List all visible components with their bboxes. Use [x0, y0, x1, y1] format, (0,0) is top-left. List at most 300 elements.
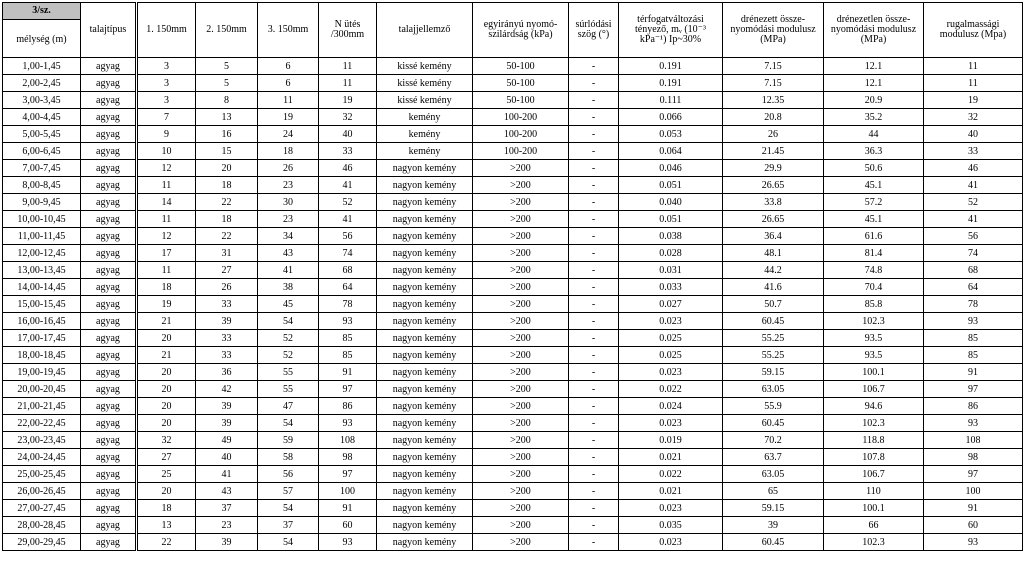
cell-blows-1: 18: [137, 500, 196, 517]
cell-characteristic: nagyon kemény: [377, 245, 473, 262]
cell-elastic-modulus: 56: [924, 228, 1023, 245]
cell-blows-3: 45: [258, 296, 319, 313]
cell-blows-3: 55: [258, 381, 319, 398]
cell-drained-modulus: 63.05: [723, 381, 824, 398]
cell-blows-2: 16: [196, 126, 258, 143]
cell-drained-modulus: 41.6: [723, 279, 824, 296]
cell-elastic-modulus: 19: [924, 92, 1023, 109]
cell-strength: >200: [473, 211, 569, 228]
cell-drained-modulus: 26.65: [723, 177, 824, 194]
cell-blows-2: 13: [196, 109, 258, 126]
table-row: [3, 245, 1023, 262]
cell-blows-1: 10: [137, 143, 196, 160]
cell-n-total: 97: [319, 381, 377, 398]
cell-blows-1: 20: [137, 381, 196, 398]
cell-characteristic: kissé kemény: [377, 92, 473, 109]
cell-friction: -: [569, 109, 619, 126]
cell-n-total: 68: [319, 262, 377, 279]
cell-blows-2: 18: [196, 211, 258, 228]
cell-n-total: 56: [319, 228, 377, 245]
cell-volume-change: 0.066: [619, 109, 723, 126]
cell-volume-change: 0.051: [619, 177, 723, 194]
cell-volume-change: 0.033: [619, 279, 723, 296]
cell-friction: -: [569, 432, 619, 449]
cell-volume-change: 0.023: [619, 415, 723, 432]
cell-blows-2: 22: [196, 194, 258, 211]
cell-strength: >200: [473, 398, 569, 415]
cell-blows-3: 43: [258, 245, 319, 262]
header-volume-change: térfogatváltozási tényező, mᵥ (10⁻³ kPa⁻¹) Ip~30%: [619, 3, 723, 58]
cell-soil-type: agyag: [81, 517, 137, 534]
cell-depth: 14,00-14,45: [3, 279, 81, 296]
cell-strength: 50-100: [473, 75, 569, 92]
cell-elastic-modulus: 74: [924, 245, 1023, 262]
cell-strength: 100-200: [473, 143, 569, 160]
cell-blows-2: 5: [196, 58, 258, 75]
cell-depth: 21,00-21,45: [3, 398, 81, 415]
table-row: [3, 143, 1023, 160]
cell-soil-type: agyag: [81, 211, 137, 228]
cell-blows-2: 33: [196, 347, 258, 364]
cell-n-total: 93: [319, 313, 377, 330]
cell-elastic-modulus: 93: [924, 313, 1023, 330]
cell-drained-modulus: 55.9: [723, 398, 824, 415]
cell-n-total: 93: [319, 415, 377, 432]
cell-soil-type: agyag: [81, 313, 137, 330]
cell-n-total: 60: [319, 517, 377, 534]
cell-depth: 23,00-23,45: [3, 432, 81, 449]
cell-blows-1: 12: [137, 160, 196, 177]
cell-depth: 10,00-10,45: [3, 211, 81, 228]
cell-volume-change: 0.064: [619, 143, 723, 160]
cell-strength: >200: [473, 364, 569, 381]
cell-blows-1: 20: [137, 483, 196, 500]
cell-strength: 100-200: [473, 126, 569, 143]
cell-characteristic: nagyon kemény: [377, 160, 473, 177]
cell-blows-3: 6: [258, 58, 319, 75]
header-elastic-modulus: rugalmassági modulusz (Mpa): [924, 3, 1023, 58]
cell-blows-2: 26: [196, 279, 258, 296]
header-drained-modulus: drénezett össze-nyomódási modulusz (MPa): [723, 3, 824, 58]
cell-strength: >200: [473, 279, 569, 296]
cell-blows-1: 3: [137, 75, 196, 92]
cell-undrained-modulus: 100.1: [824, 500, 924, 517]
cell-soil-type: agyag: [81, 262, 137, 279]
cell-soil-type: agyag: [81, 296, 137, 313]
cell-characteristic: nagyon kemény: [377, 211, 473, 228]
cell-undrained-modulus: 50.6: [824, 160, 924, 177]
table-row: [3, 313, 1023, 330]
cell-friction: -: [569, 398, 619, 415]
cell-friction: -: [569, 92, 619, 109]
cell-depth: 17,00-17,45: [3, 330, 81, 347]
cell-drained-modulus: 55.25: [723, 330, 824, 347]
cell-blows-2: 41: [196, 466, 258, 483]
cell-characteristic: kemény: [377, 126, 473, 143]
cell-blows-2: 22: [196, 228, 258, 245]
cell-drained-modulus: 63.05: [723, 466, 824, 483]
cell-elastic-modulus: 68: [924, 262, 1023, 279]
cell-blows-1: 21: [137, 313, 196, 330]
cell-characteristic: nagyon kemény: [377, 517, 473, 534]
cell-n-total: 91: [319, 500, 377, 517]
cell-friction: -: [569, 75, 619, 92]
cell-volume-change: 0.025: [619, 330, 723, 347]
cell-volume-change: 0.035: [619, 517, 723, 534]
cell-depth: 18,00-18,45: [3, 347, 81, 364]
cell-blows-2: 39: [196, 534, 258, 551]
cell-elastic-modulus: 97: [924, 381, 1023, 398]
cell-elastic-modulus: 41: [924, 211, 1023, 228]
cell-friction: -: [569, 466, 619, 483]
cell-friction: -: [569, 313, 619, 330]
cell-friction: -: [569, 160, 619, 177]
soil-data-table: [2, 2, 1023, 551]
cell-characteristic: kissé kemény: [377, 75, 473, 92]
cell-depth: 28,00-28,45: [3, 517, 81, 534]
header-row: [3, 3, 1023, 58]
cell-depth: 24,00-24,45: [3, 449, 81, 466]
cell-drained-modulus: 7.15: [723, 58, 824, 75]
cell-friction: -: [569, 381, 619, 398]
cell-volume-change: 0.191: [619, 75, 723, 92]
cell-depth: 11,00-11,45: [3, 228, 81, 245]
cell-friction: -: [569, 534, 619, 551]
cell-soil-type: agyag: [81, 415, 137, 432]
cell-strength: >200: [473, 432, 569, 449]
cell-drained-modulus: 60.45: [723, 534, 824, 551]
cell-characteristic: kemény: [377, 143, 473, 160]
cell-friction: -: [569, 194, 619, 211]
cell-volume-change: 0.023: [619, 500, 723, 517]
cell-blows-3: 54: [258, 415, 319, 432]
cell-characteristic: nagyon kemény: [377, 177, 473, 194]
cell-blows-2: 33: [196, 296, 258, 313]
cell-elastic-modulus: 108: [924, 432, 1023, 449]
cell-blows-1: 14: [137, 194, 196, 211]
cell-volume-change: 0.023: [619, 534, 723, 551]
cell-blows-3: 54: [258, 313, 319, 330]
cell-volume-change: 0.046: [619, 160, 723, 177]
cell-friction: -: [569, 143, 619, 160]
table-row: [3, 415, 1023, 432]
header-blows-3: 3. 150mm: [258, 3, 319, 58]
cell-blows-3: 41: [258, 262, 319, 279]
cell-undrained-modulus: 106.7: [824, 381, 924, 398]
cell-elastic-modulus: 60: [924, 517, 1023, 534]
cell-depth: 8,00-8,45: [3, 177, 81, 194]
cell-friction: -: [569, 279, 619, 296]
cell-blows-1: 21: [137, 347, 196, 364]
table-row: [3, 517, 1023, 534]
cell-depth: 1,00-1,45: [3, 58, 81, 75]
cell-blows-1: 11: [137, 262, 196, 279]
cell-characteristic: nagyon kemény: [377, 483, 473, 500]
cell-elastic-modulus: 41: [924, 177, 1023, 194]
cell-drained-modulus: 70.2: [723, 432, 824, 449]
cell-soil-type: agyag: [81, 398, 137, 415]
header-depth: [3, 3, 81, 58]
cell-elastic-modulus: 93: [924, 534, 1023, 551]
cell-elastic-modulus: 52: [924, 194, 1023, 211]
cell-friction: -: [569, 211, 619, 228]
cell-volume-change: 0.053: [619, 126, 723, 143]
cell-blows-1: 19: [137, 296, 196, 313]
cell-strength: >200: [473, 245, 569, 262]
cell-depth: 2,00-2,45: [3, 75, 81, 92]
cell-n-total: 97: [319, 466, 377, 483]
cell-blows-2: 36: [196, 364, 258, 381]
cell-strength: >200: [473, 194, 569, 211]
cell-blows-1: 20: [137, 398, 196, 415]
cell-soil-type: agyag: [81, 279, 137, 296]
header-blows-1: 1. 150mm: [137, 3, 196, 58]
header-friction: súrlódási szög (°): [569, 3, 619, 58]
cell-drained-modulus: 44.2: [723, 262, 824, 279]
cell-blows-3: 58: [258, 449, 319, 466]
cell-blows-3: 24: [258, 126, 319, 143]
cell-friction: -: [569, 262, 619, 279]
cell-characteristic: kissé kemény: [377, 58, 473, 75]
cell-undrained-modulus: 20.9: [824, 92, 924, 109]
cell-elastic-modulus: 46: [924, 160, 1023, 177]
cell-n-total: 93: [319, 534, 377, 551]
cell-soil-type: agyag: [81, 109, 137, 126]
cell-depth: 20,00-20,45: [3, 381, 81, 398]
cell-soil-type: agyag: [81, 245, 137, 262]
cell-drained-modulus: 50.7: [723, 296, 824, 313]
cell-friction: -: [569, 296, 619, 313]
cell-friction: -: [569, 500, 619, 517]
cell-undrained-modulus: 45.1: [824, 177, 924, 194]
cell-elastic-modulus: 91: [924, 500, 1023, 517]
cell-drained-modulus: 60.45: [723, 313, 824, 330]
header-n-total: N ütés /300mm: [319, 3, 377, 58]
cell-strength: >200: [473, 381, 569, 398]
cell-blows-2: 23: [196, 517, 258, 534]
cell-strength: >200: [473, 500, 569, 517]
table-row: [3, 194, 1023, 211]
table-row: [3, 449, 1023, 466]
table-row: [3, 228, 1023, 245]
cell-volume-change: 0.051: [619, 211, 723, 228]
table-row: [3, 381, 1023, 398]
cell-friction: -: [569, 245, 619, 262]
table-row: [3, 262, 1023, 279]
cell-blows-3: 23: [258, 211, 319, 228]
cell-undrained-modulus: 81.4: [824, 245, 924, 262]
cell-characteristic: nagyon kemény: [377, 330, 473, 347]
cell-volume-change: 0.021: [619, 483, 723, 500]
table-row: [3, 279, 1023, 296]
cell-undrained-modulus: 106.7: [824, 466, 924, 483]
cell-friction: -: [569, 58, 619, 75]
cell-n-total: 41: [319, 211, 377, 228]
cell-characteristic: nagyon kemény: [377, 466, 473, 483]
cell-characteristic: nagyon kemény: [377, 381, 473, 398]
cell-drained-modulus: 33.8: [723, 194, 824, 211]
cell-volume-change: 0.031: [619, 262, 723, 279]
cell-characteristic: nagyon kemény: [377, 432, 473, 449]
cell-blows-1: 20: [137, 364, 196, 381]
cell-blows-1: 3: [137, 58, 196, 75]
cell-characteristic: nagyon kemény: [377, 313, 473, 330]
cell-elastic-modulus: 91: [924, 364, 1023, 381]
cell-depth: 29,00-29,45: [3, 534, 81, 551]
cell-blows-2: 27: [196, 262, 258, 279]
cell-n-total: 46: [319, 160, 377, 177]
cell-blows-1: 27: [137, 449, 196, 466]
cell-strength: >200: [473, 330, 569, 347]
cell-depth: 7,00-7,45: [3, 160, 81, 177]
cell-depth: 12,00-12,45: [3, 245, 81, 262]
cell-blows-2: 8: [196, 92, 258, 109]
cell-blows-1: 12: [137, 228, 196, 245]
cell-blows-1: 9: [137, 126, 196, 143]
cell-drained-modulus: 65: [723, 483, 824, 500]
cell-n-total: 41: [319, 177, 377, 194]
cell-soil-type: agyag: [81, 177, 137, 194]
cell-blows-2: 42: [196, 381, 258, 398]
table-row: [3, 58, 1023, 75]
cell-n-total: 98: [319, 449, 377, 466]
cell-soil-type: agyag: [81, 75, 137, 92]
soil-data-table-container: [2, 2, 1022, 551]
cell-blows-1: 11: [137, 211, 196, 228]
table-row: [3, 483, 1023, 500]
cell-blows-1: 22: [137, 534, 196, 551]
cell-undrained-modulus: 70.4: [824, 279, 924, 296]
cell-drained-modulus: 36.4: [723, 228, 824, 245]
cell-blows-3: 54: [258, 534, 319, 551]
cell-strength: >200: [473, 313, 569, 330]
cell-friction: -: [569, 126, 619, 143]
cell-blows-3: 19: [258, 109, 319, 126]
cell-undrained-modulus: 102.3: [824, 534, 924, 551]
cell-volume-change: 0.022: [619, 381, 723, 398]
cell-characteristic: nagyon kemény: [377, 415, 473, 432]
cell-characteristic: nagyon kemény: [377, 228, 473, 245]
table-row: [3, 347, 1023, 364]
cell-blows-3: 18: [258, 143, 319, 160]
cell-undrained-modulus: 66: [824, 517, 924, 534]
cell-elastic-modulus: 93: [924, 415, 1023, 432]
table-row: [3, 500, 1023, 517]
cell-blows-3: 52: [258, 347, 319, 364]
cell-strength: >200: [473, 415, 569, 432]
header-strength: egyirányú nyomó-szilárdság (kPa): [473, 3, 569, 58]
cell-blows-2: 43: [196, 483, 258, 500]
cell-elastic-modulus: 85: [924, 347, 1023, 364]
cell-blows-2: 40: [196, 449, 258, 466]
cell-n-total: 108: [319, 432, 377, 449]
table-body: [3, 58, 1023, 551]
cell-characteristic: nagyon kemény: [377, 262, 473, 279]
cell-drained-modulus: 26.65: [723, 211, 824, 228]
cell-depth: 4,00-4,45: [3, 109, 81, 126]
cell-blows-3: 11: [258, 92, 319, 109]
cell-characteristic: nagyon kemény: [377, 500, 473, 517]
cell-depth: 19,00-19,45: [3, 364, 81, 381]
cell-depth: 5,00-5,45: [3, 126, 81, 143]
cell-depth: 25,00-25,45: [3, 466, 81, 483]
cell-blows-3: 55: [258, 364, 319, 381]
cell-characteristic: nagyon kemény: [377, 449, 473, 466]
cell-elastic-modulus: 97: [924, 466, 1023, 483]
cell-depth: 22,00-22,45: [3, 415, 81, 432]
cell-soil-type: agyag: [81, 330, 137, 347]
cell-soil-type: agyag: [81, 466, 137, 483]
table-row: [3, 466, 1023, 483]
cell-elastic-modulus: 32: [924, 109, 1023, 126]
table-row: [3, 330, 1023, 347]
cell-friction: -: [569, 415, 619, 432]
cell-n-total: 74: [319, 245, 377, 262]
cell-elastic-modulus: 11: [924, 58, 1023, 75]
cell-undrained-modulus: 35.2: [824, 109, 924, 126]
cell-drained-modulus: 20.8: [723, 109, 824, 126]
cell-volume-change: 0.038: [619, 228, 723, 245]
cell-undrained-modulus: 61.6: [824, 228, 924, 245]
cell-volume-change: 0.111: [619, 92, 723, 109]
cell-blows-2: 37: [196, 500, 258, 517]
cell-undrained-modulus: 45.1: [824, 211, 924, 228]
cell-undrained-modulus: 118.8: [824, 432, 924, 449]
cell-strength: >200: [473, 296, 569, 313]
cell-n-total: 85: [319, 347, 377, 364]
cell-strength: >200: [473, 160, 569, 177]
table-row: [3, 75, 1023, 92]
cell-n-total: 11: [319, 58, 377, 75]
cell-depth: 16,00-16,45: [3, 313, 81, 330]
cell-blows-2: 49: [196, 432, 258, 449]
cell-n-total: 100: [319, 483, 377, 500]
cell-blows-1: 3: [137, 92, 196, 109]
cell-friction: -: [569, 228, 619, 245]
cell-undrained-modulus: 12.1: [824, 58, 924, 75]
cell-blows-3: 59: [258, 432, 319, 449]
cell-strength: >200: [473, 483, 569, 500]
header-undrained-modulus: drénezetlen össze-nyomódási modulusz (MPa): [824, 3, 924, 58]
cell-soil-type: agyag: [81, 534, 137, 551]
cell-blows-1: 18: [137, 279, 196, 296]
cell-soil-type: agyag: [81, 92, 137, 109]
cell-undrained-modulus: 102.3: [824, 415, 924, 432]
cell-depth: 9,00-9,45: [3, 194, 81, 211]
cell-volume-change: 0.024: [619, 398, 723, 415]
cell-blows-2: 39: [196, 398, 258, 415]
table-row: [3, 126, 1023, 143]
cell-blows-3: 34: [258, 228, 319, 245]
cell-elastic-modulus: 33: [924, 143, 1023, 160]
cell-depth: 13,00-13,45: [3, 262, 81, 279]
table-row: [3, 211, 1023, 228]
cell-characteristic: nagyon kemény: [377, 347, 473, 364]
cell-soil-type: agyag: [81, 228, 137, 245]
cell-n-total: 52: [319, 194, 377, 211]
cell-characteristic: nagyon kemény: [377, 534, 473, 551]
table-row: [3, 432, 1023, 449]
cell-blows-2: 20: [196, 160, 258, 177]
cell-undrained-modulus: 12.1: [824, 75, 924, 92]
cell-volume-change: 0.023: [619, 364, 723, 381]
cell-n-total: 40: [319, 126, 377, 143]
cell-blows-2: 39: [196, 313, 258, 330]
cell-volume-change: 0.025: [619, 347, 723, 364]
cell-drained-modulus: 39: [723, 517, 824, 534]
cell-soil-type: agyag: [81, 500, 137, 517]
table-row: [3, 177, 1023, 194]
